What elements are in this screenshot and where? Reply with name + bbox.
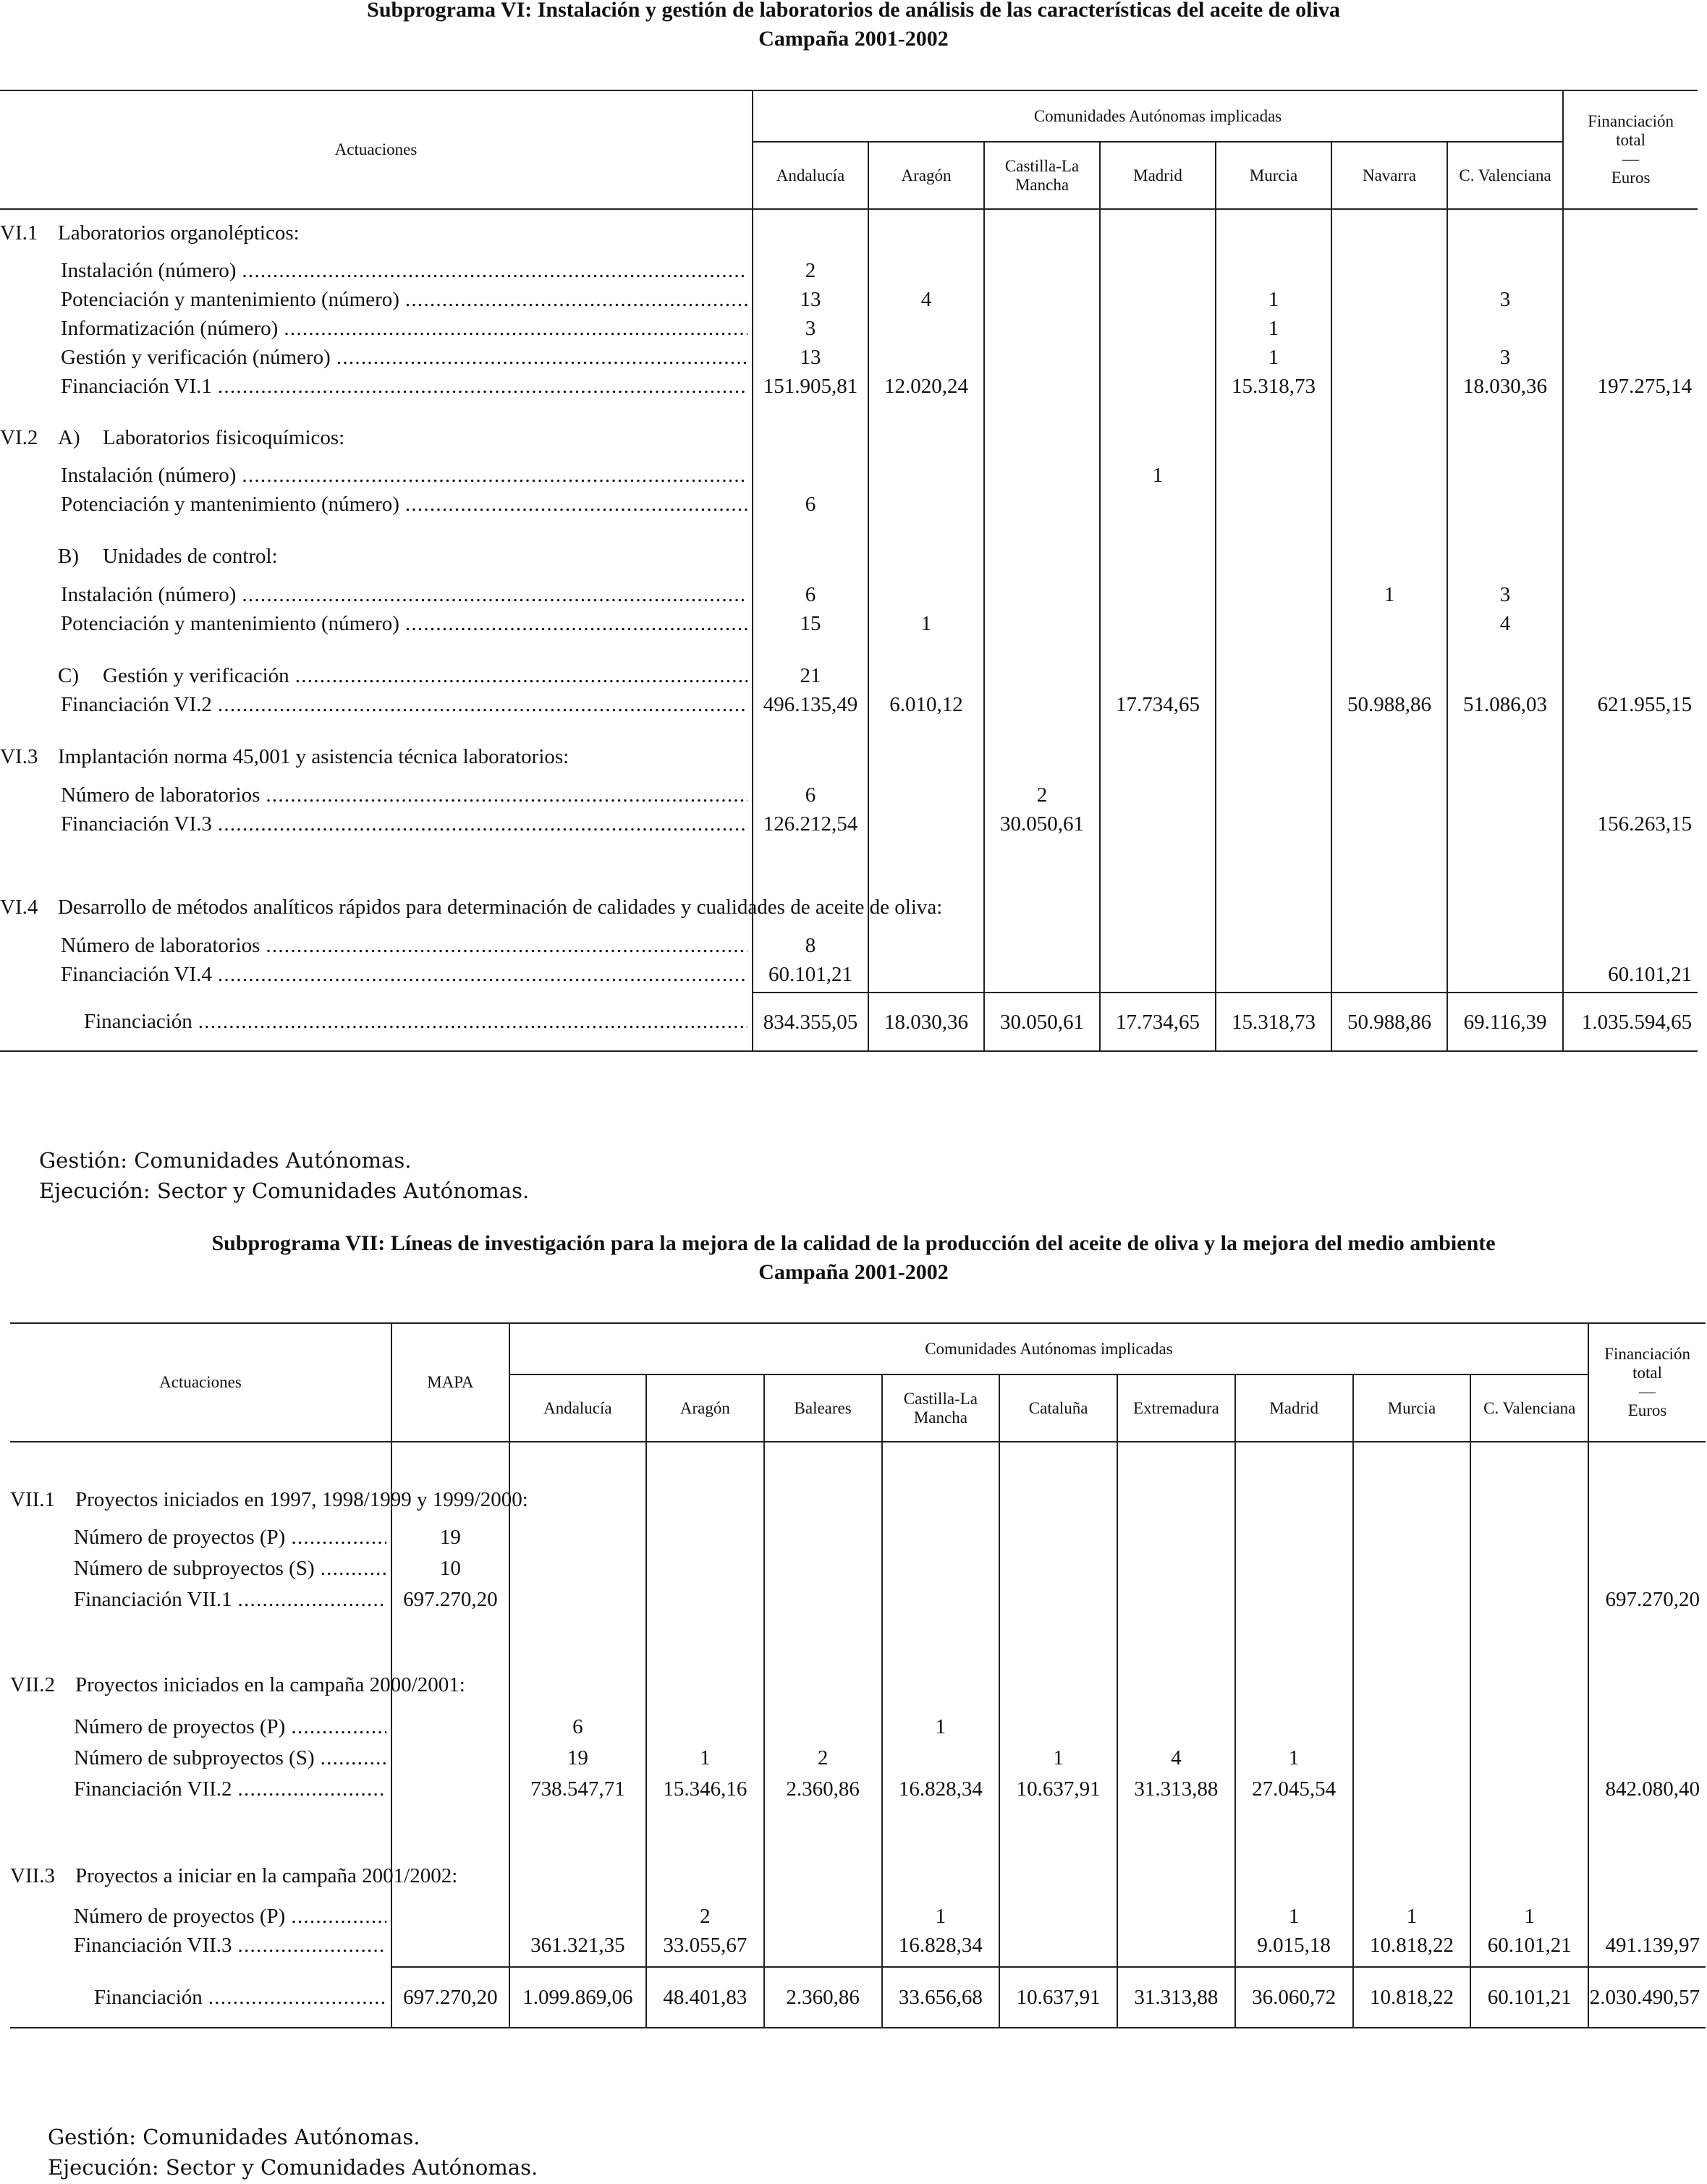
col-murcia: Murcia (1216, 142, 1331, 209)
table-row: Instalación (número) . . . 1 (0, 452, 1698, 490)
total-row: Financiación . . . 697.270,20 1.099.869,06 48.401,83 2.360,86 33.656,68 10.637,91 31.313,88 36.060,72 10.818,22 60.101,21 2.030.490,57 (10, 1967, 1706, 2028)
sub6-subtitle: Campaña 2001-2002 (758, 27, 949, 51)
section-header: VII.2 Proyectos iniciados en la campaña 2000/2001: (10, 1614, 1706, 1699)
table-row: Financiación VII.2 . . . 738.547,71 15.346,16 2.360,86 16.828,34 10.637,91 31.313,88 27.045,54 842.080,40 (10, 1772, 1706, 1803)
sub7-table (10, 1322, 1706, 2028)
table-row: Financiación VI.4 . . . 60.101,21 60.101,21 (0, 960, 1698, 993)
section-header: VI.2 A) Laboratorios fisicoquímicos: (0, 401, 1698, 452)
col-actuaciones: Actuaciones (10, 1323, 391, 1442)
table-row: Financiación VI.3 . . . 126.212,54 30.050,61 156.263,15 (0, 810, 1698, 838)
sub7-ejecucion-note: Ejecución: Sector y Comunidades Autónomas. (48, 2155, 538, 2180)
col-cataluna: Cataluña (999, 1374, 1117, 1442)
col-c-valenciana: C. Valenciana (1470, 1374, 1588, 1442)
table-row: Número de laboratorios . . . 8 (0, 922, 1698, 960)
sub6-ejecucion-note: Ejecución: Sector y Comunidades Autónomas. (39, 1178, 530, 1203)
col-financiacion-total: Financiación total — Euros (1588, 1323, 1706, 1442)
col-andalucia: Andalucía (509, 1374, 646, 1442)
section-label: Laboratorios organolépticos: (58, 221, 300, 245)
table-row: Número de proyectos (P) . . . 6 1 (10, 1699, 1706, 1741)
col-madrid: Madrid (1235, 1374, 1353, 1442)
table-row: Número de proyectos (P) . . . 19 (10, 1514, 1706, 1552)
section-header (0, 209, 1698, 247)
col-mapa: MAPA (391, 1323, 509, 1442)
col-castilla-la-mancha: Castilla-La Mancha (882, 1374, 1000, 1442)
table-row: Financiación VII.1 . . . 697.270,20 697.270,20 (10, 1583, 1706, 1614)
sub7-gestion-note: Gestión: Comunidades Autónomas. (48, 2125, 420, 2149)
col-madrid: Madrid (1100, 142, 1216, 209)
total-row: Financiación . . . 834.355,05 18.030,36 30.050,61 17.734,65 15.318,73 50.988,86 69.116,39 1.035.594,65 (0, 993, 1698, 1051)
sub7-subtitle: Campaña 2001-2002 (758, 1260, 949, 1284)
table-row: Instalación (número) . . . 2 (0, 247, 1698, 285)
section-header: VII.1 Proyectos iniciados en 1997, 1998/1999 y 1999/2000: (10, 1442, 1706, 1514)
col-extremadura: Extremadura (1117, 1374, 1235, 1442)
table-row: Gestión y verificación (número) . . . 13 1 3 (0, 343, 1698, 372)
section-header: VI.3 Implantación norma 45,001 y asistencia técnica laboratorios: (0, 719, 1698, 771)
table-row: Potenciación y mantenimiento (número) . . . 15 1 4 (0, 609, 1698, 638)
table-row: Financiación VI.2 . . . 496.135,49 6.010,12 17.734,65 50.988,86 51.086,03 621.955,15 (0, 690, 1698, 719)
sub6-title: Subprograma VI: Instalación y gestión de laboratorios de análisis de las características del aceite de oliva (367, 0, 1340, 22)
section-header: B) Unidades de control: (0, 519, 1698, 571)
table-row: Financiación VII.3 . . . 361.321,35 33.055,67 16.828,34 9.015,18 10.818,22 60.101,21 491.139,97 (10, 1931, 1706, 1967)
section-code: VI.1 (0, 221, 38, 245)
section-header: VII.3 Proyectos a iniciar en la campaña 2001/2002: (10, 1803, 1706, 1890)
table-row: Número de proyectos (P) . . . 2 1 1 1 1 (10, 1890, 1706, 1931)
col-ccaa: Comunidades Autónomas implicadas (509, 1323, 1588, 1374)
table-row: Número de subproyectos (S) . . . 10 (10, 1552, 1706, 1583)
col-andalucia: Andalucía (753, 142, 868, 209)
table-row: Potenciación y mantenimiento (número) . . . 13 4 1 3 (0, 285, 1698, 314)
table-row: Potenciación y mantenimiento (número) . . . 6 (0, 490, 1698, 519)
col-aragon: Aragón (646, 1374, 764, 1442)
section-header: VI.4 Desarrollo de métodos analíticos rápidos para determinación de calidades y cualidades de aceite de oliva: (0, 838, 1698, 922)
table-row: Número de laboratorios . . . 6 2 (0, 771, 1698, 810)
table-row: Informatización (número) . . . 3 1 (0, 314, 1698, 343)
sub7-title: Subprograma VII: Líneas de investigación para la mejora de la calidad de la producción del aceite de oliva y la mejora del medio ambiente (211, 1231, 1496, 1255)
col-actuaciones: Actuaciones (0, 90, 753, 209)
col-navarra: Navarra (1331, 142, 1447, 209)
col-financiacion-total: Financiación total — Euros (1563, 90, 1698, 209)
table-row: Financiación VI.1 . . . 151.905,81 12.020,24 15.318,73 18.030,36 197.275,14 (0, 372, 1698, 401)
col-ccaa: Comunidades Autónomas implicadas (753, 90, 1563, 142)
col-aragon: Aragón (868, 142, 984, 209)
table-row: Instalación (número) . . . 6 1 3 (0, 571, 1698, 609)
col-baleares: Baleares (764, 1374, 882, 1442)
col-castilla-la-mancha: Castilla-La Mancha (984, 142, 1100, 209)
col-c-valenciana: C. Valenciana (1447, 142, 1563, 209)
table-row: C) Gestión y verificación . . . 21 (0, 638, 1698, 690)
sub6-table (0, 90, 1698, 1052)
sub6-gestion-note: Gestión: Comunidades Autónomas. (39, 1148, 412, 1173)
col-murcia: Murcia (1353, 1374, 1471, 1442)
table-row: Número de subproyectos (S) . . . 19 1 2 1 4 1 (10, 1741, 1706, 1772)
